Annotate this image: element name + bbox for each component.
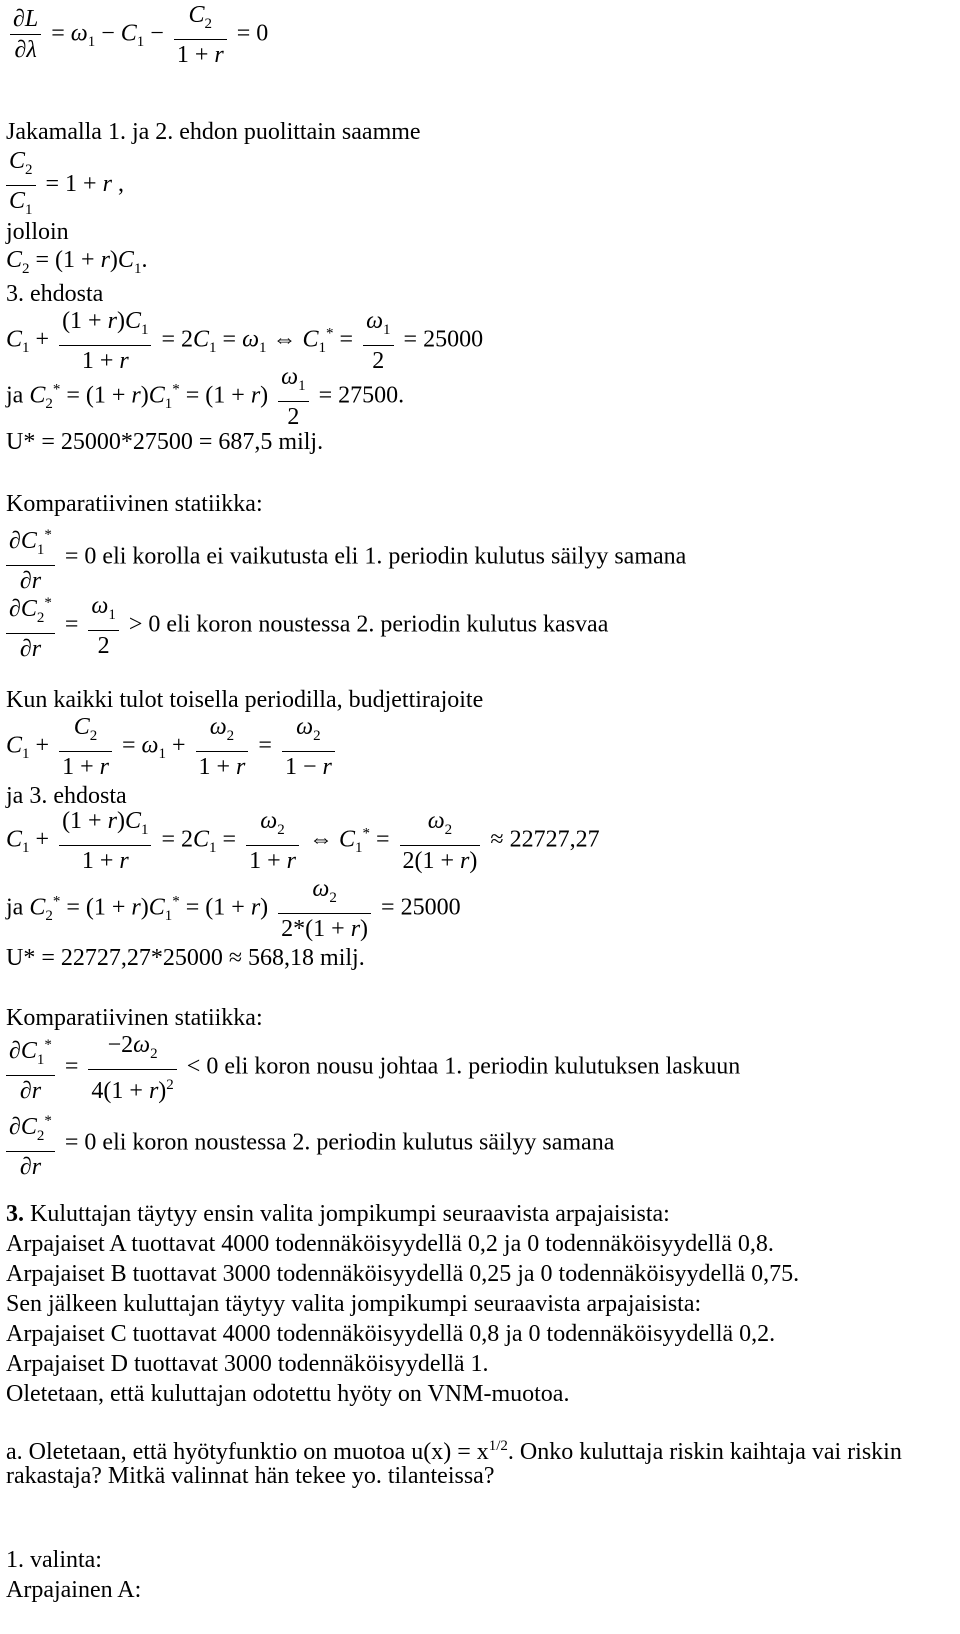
equation-ratio: $\frac{C_2}{C_1}$ = 1 + r ,	[6, 146, 124, 225]
equation-dc1-dr: $\frac{\partial C_1^*}{\partial r}$ = 0 eli korolla ei vaikutusta eli 1. periodin kulutus säilyy samana	[6, 520, 686, 596]
text-line: Arpajainen A:	[6, 1577, 142, 1603]
equation-c2: $C_2 = (1 + r)C_1$.	[6, 247, 148, 277]
text-line: Arpajaiset D tuottavat 3000 todennäköisyydellä 1.	[6, 1351, 489, 1377]
equation-dc1-dr-2: $\frac{\partial C_1^*}{\partial r}$ = $\frac{-2\omega_2}{4(1 + r)^2}$ < 0 eli koron nousu johtaa 1. periodin kulutuksen laskuun	[6, 1030, 740, 1106]
note: eli koron nousu johtaa 1. periodin kulutuksen laskuun	[224, 1053, 741, 1080]
note: eli koron noustessa 2. periodin kulutus kasvaa	[166, 611, 609, 638]
text-line: U* = 22727,27*25000 ≈ 568,18 milj.	[6, 945, 365, 971]
note: eli koron noustessa 2. periodin kulutus säilyy samana	[102, 1129, 615, 1156]
text-line: Kun kaikki tulot toisella periodilla, budjettirajoite	[6, 687, 484, 713]
text-line: Arpajaiset B tuottavat 3000 todennäköisyydellä 0,25 ja 0 todennäköisyydellä 0,75.	[6, 1261, 800, 1287]
text-line: jolloin	[6, 219, 69, 245]
text-line: Arpajaiset C tuottavat 4000 todennäköisyydellä 0,8 ja 0 todennäköisyydellä 0,2.	[6, 1321, 776, 1347]
equation-c1-star-2: $C_1$ + $\frac{(1 + r)C_1}{1 + r}$ = $2C_1$ = $\frac{\omega_2}{1 + r}$ ⇔ $C_1^*$ = $\frac{\omega_2}{2(1 + r)}$ ≈ 22727,27	[6, 808, 600, 874]
text-line: 1. valinta:	[6, 1547, 102, 1573]
note: eli korolla ei vaikutusta eli 1. periodin kulutus säilyy samana	[102, 543, 687, 570]
task-heading: 3. Kuluttajan täytyy ensin valita jompikumpi seuraavista arpajaisista:	[6, 1201, 670, 1227]
text-line: rakastaja? Mitkä valinnat hän tekee yo. tilanteissa?	[6, 1463, 495, 1489]
equation-budget: $C_1$ + $\frac{C_2}{1 + r}$ = $\omega_1$ + $\frac{\omega_2}{1 + r}$ = $\frac{\omega_2}{1 - r}$	[6, 712, 339, 782]
question-a: a. Oletetaan, että hyötyfunktio on muotoa $u(x) = x^{1/2}$. Onko kuluttaja riskin kaihtaja vai riskin	[6, 1438, 902, 1465]
equation-dc2-dr-2: $\frac{\partial C_2^*}{\partial r}$ = 0 eli koron noustessa 2. periodin kulutus säilyy samana	[6, 1106, 614, 1182]
equation-dc2-dr: $\frac{\partial C_2^*}{\partial r}$ = $\frac{\omega_1}{2}$ > 0 eli koron noustessa 2. periodin kulutus kasvaa	[6, 588, 608, 664]
text-line: U* = 25000*27500 = 687,5 milj.	[6, 429, 324, 455]
text-line: Arpajaiset A tuottavat 4000 todennäköisyydellä 0,2 ja 0 todennäköisyydellä 0,8.	[6, 1231, 774, 1257]
equation-c2-star-2: ja $C_2^* = (1 + r)C_1^* = (1 + r)$ $\frac{\omega_2}{2*(1 + r)}$ = 25000	[6, 876, 461, 942]
equation-c2-star: ja $C_2^* = (1 + r)C_1^* = (1 + r)$ $\frac{\omega_1}{2}$ = 27500.	[6, 364, 405, 430]
text-line: Sen jälkeen kuluttajan täytyy valita jompikumpi seuraavista arpajaisista:	[6, 1291, 702, 1317]
text-line: Oletetaan, että kuluttajan odotettu hyöty on VNM-muotoa.	[6, 1381, 570, 1407]
text-line: Komparatiivinen statiikka:	[6, 1005, 263, 1031]
equation-lagrange-derivative: $\frac{\partial L}{\partial\lambda}$ = $\omega_1 - C_1$ − $\frac{C_2}{1 + r}$ = 0	[6, 0, 268, 70]
text-line: Komparatiivinen statiikka:	[6, 491, 263, 517]
equation-c1-star: $C_1$ + $\frac{(1 + r)C_1}{1 + r}$ = $2C_1 = \omega_1$ ⇔ $C_1^*$ = $\frac{\omega_1}{2}$ = 25000	[6, 308, 484, 374]
text-line: ja 3. ehdosta	[6, 783, 127, 809]
text-line: 3. ehdosta	[6, 281, 104, 307]
text-line: Jakamalla 1. ja 2. ehdon puolittain saamme	[6, 119, 421, 145]
